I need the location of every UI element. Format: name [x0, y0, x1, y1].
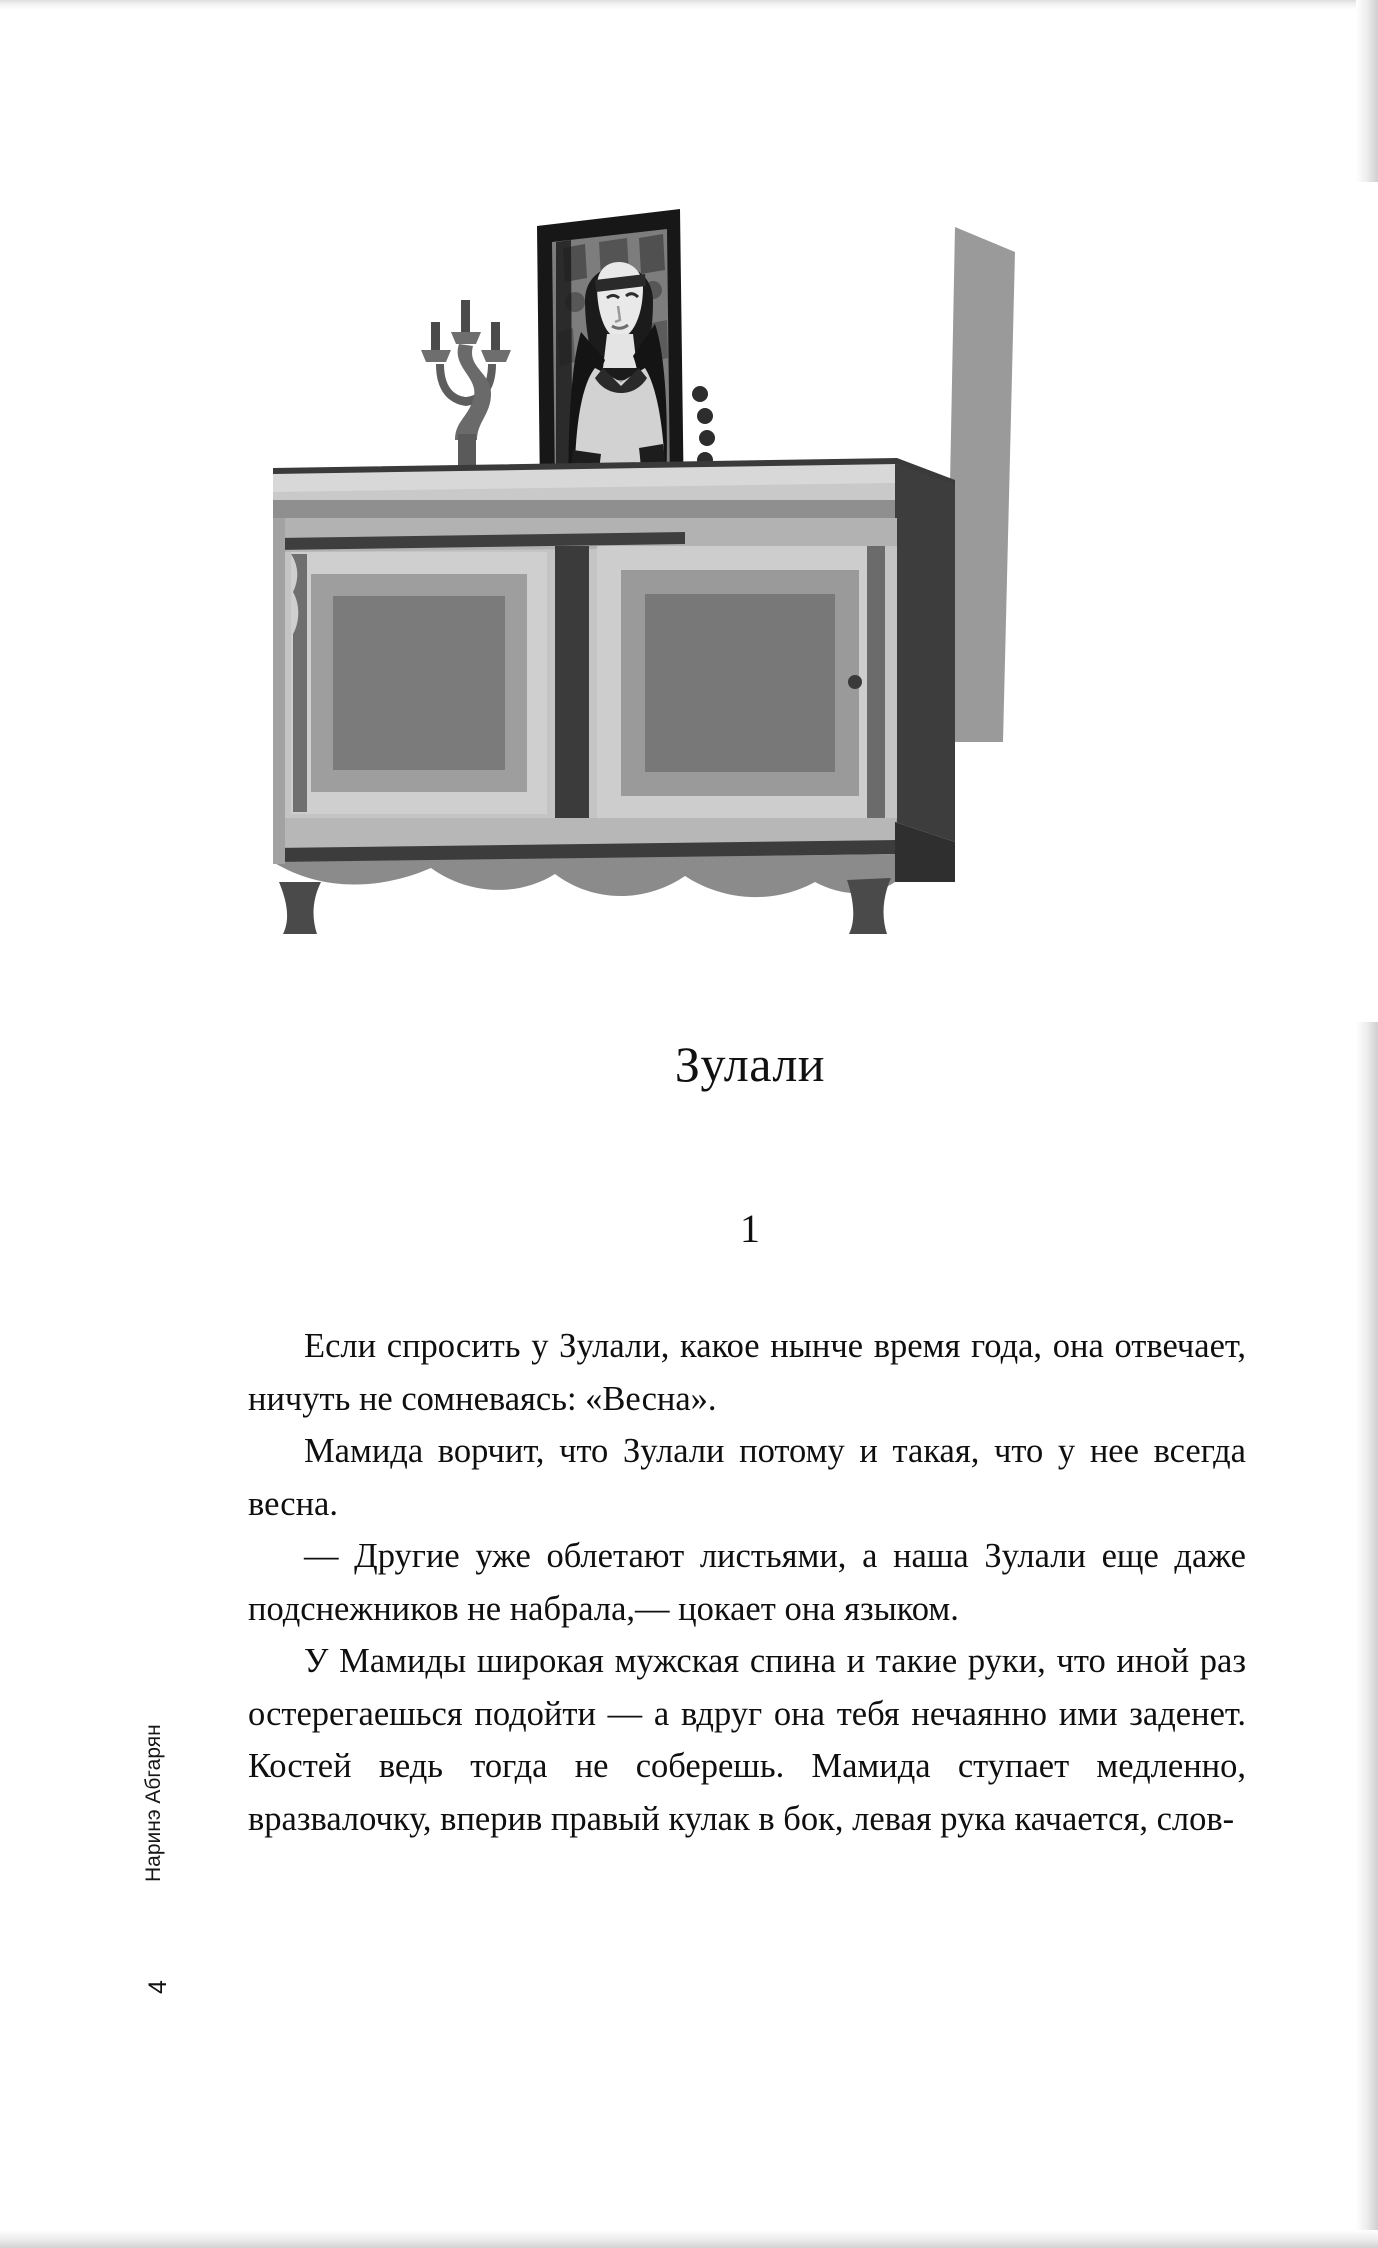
paragraph: Мамида ворчит, что Зулали потому и такая, что у нее всегда весна. [248, 1432, 1246, 1523]
sideboard-illustration-svg [255, 182, 1378, 1022]
paragraph: — Другие уже облетают листьями, а наша Зулали еще даже подснежников не набрала,— цокает она языком. [248, 1537, 1246, 1628]
chapter-number: 1 [740, 1206, 760, 1251]
sideboard-cabinet [273, 458, 955, 934]
chapter-illustration [255, 182, 1378, 1022]
running-head-author: Наринэ Абгарян [142, 1724, 165, 1882]
page-edge-bottom-shading [0, 2230, 1378, 2248]
body-text-column [248, 1320, 1246, 1845]
paragraph: У Мамиды широкая мужская спина и такие руки, что иной раз остерегаешься подойти — а вдруг она тебя нечаянно ими заденет. Костей ведь тогда не соберешь. Мамида ступает медленно, вразвалочку, вперив правый кулак в бок, левая рука качается, слов- [248, 1642, 1246, 1838]
page-edge-top-shading [0, 0, 1378, 10]
paragraph: Если спросить у Зулали, какое нынче время года, она отвечает, ничуть не сомневаясь: «Весна». [248, 1327, 1246, 1418]
story-title: Зулали [674, 1036, 826, 1092]
page-number-value: 4 [144, 1980, 172, 1994]
page-number [142, 1960, 182, 2020]
running-head [140, 1610, 180, 1910]
